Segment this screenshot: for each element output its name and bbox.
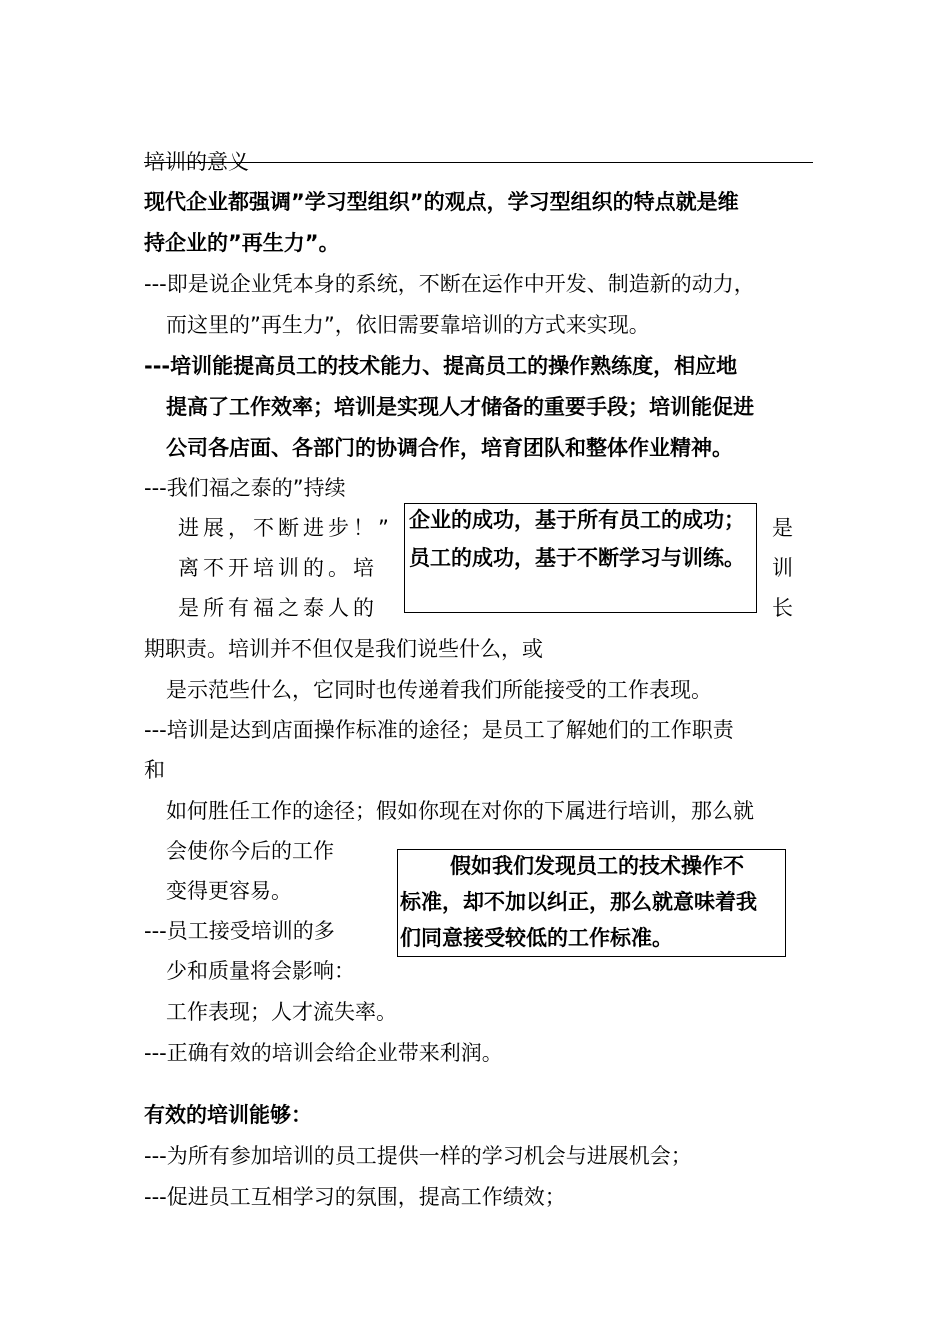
callout1-line-1: 企业的成功，基于所有员工的成功；	[409, 508, 745, 532]
responsibility-line-1: 期职责。培训并不但仅是我们说些什么，或	[144, 637, 543, 661]
explain-line-1: ---即是说企业凭本身的系统，不断在运作中开发、制造新的动力，	[144, 272, 755, 296]
wrap-right-char-2: 训	[772, 556, 793, 580]
section-heading: 培训的意义	[144, 150, 249, 174]
profit-line: ---正确有效的培训会给企业带来利润。	[144, 1041, 503, 1065]
benefit-line-2: 提高了工作效率；培训是实现人才储备的重要手段；培训能促进	[166, 395, 754, 419]
section-heading-2: 有效的培训能够：	[144, 1103, 312, 1127]
callout2-line-1: 假如我们发现员工的技术操作不	[450, 854, 744, 878]
wrap-left-line-4: 是所有福之泰人的	[178, 596, 378, 620]
list-item: ---促进员工互相学习的氛围，提高工作绩效；	[144, 1185, 566, 1209]
callout2-line-2: 标准，却不加以纠正，那么就意味着我	[400, 890, 757, 914]
benefit-line-3: 公司各店面、各部门的协调合作，培育团队和整体作业精神。	[166, 436, 733, 460]
impact-line-3: 工作表现；人才流失率。	[166, 1000, 397, 1024]
wrap-left-line-2: 进展，不断进步！”	[178, 516, 393, 540]
callout-box-success	[404, 503, 757, 613]
heading-rule	[258, 162, 813, 163]
impact-line-1: ---员工接受培训的多	[144, 919, 335, 943]
list-item: ---为所有参加培训的员工提供一样的学习机会与进展机会；	[144, 1144, 692, 1168]
intro-line-1: 现代企业都强调”学习型组织”的观点，学习型组织的特点就是维	[144, 190, 739, 214]
standard-line-1: ---培训是达到店面操作标准的途径；是员工了解她们的工作职责	[144, 718, 734, 742]
standard-line-2: 和	[144, 758, 165, 782]
intro-line-2: 持企业的”再生力”。	[144, 231, 340, 255]
callout2-line-3: 们同意接受较低的工作标准。	[400, 926, 673, 950]
wrap-right-char-1: 是	[772, 516, 793, 540]
benefit-line-1: ---培训能提高员工的技术能力、提高员工的操作熟练度，相应地	[144, 354, 738, 378]
standard-line-3: 如何胜任工作的途径；假如你现在对你的下属进行培训，那么就	[166, 799, 754, 823]
impact-line-2: 少和质量将会影响：	[166, 959, 355, 983]
callout1-line-2: 员工的成功，基于不断学习与训练。	[409, 546, 745, 570]
wrap-left-line-1: ---我们福之泰的”持续	[144, 476, 346, 500]
responsibility-line-2: 是示范些什么，它同时也传递着我们所能接受的工作表现。	[166, 678, 712, 702]
wrap-left-line-3: 离不开培训的。培	[178, 556, 378, 580]
heading-strike-line	[144, 162, 258, 163]
explain-line-2: 而这里的”再生力”，依旧需要靠培训的方式来实现。	[166, 313, 650, 337]
callout-box-standard	[397, 849, 786, 957]
standard-line-4: 会使你今后的工作	[166, 839, 334, 863]
standard-line-5: 变得更容易。	[166, 879, 292, 903]
wrap-right-char-3: 长	[772, 596, 793, 620]
